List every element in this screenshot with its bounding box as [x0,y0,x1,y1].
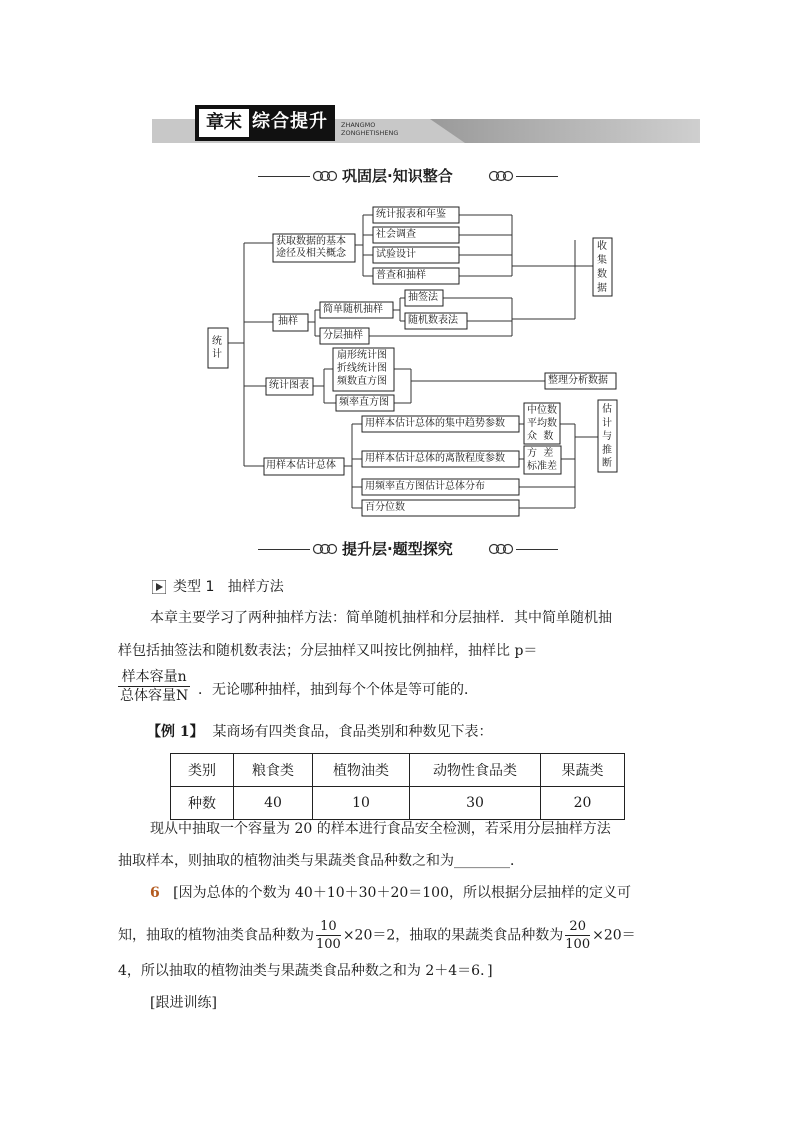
table-cell: 40 [234,787,313,820]
diagram-param: 标准差 [527,461,557,472]
diagram-item: 抽签法 [408,292,438,303]
diagram-item: 用样本估计总体的集中趋势参数 [365,418,505,429]
divider-left [258,549,310,550]
table-row [171,787,625,820]
table-cell: 种数 [171,787,234,820]
question-line-1: 现从中抽取一个容量为 20 的样本进行食品安全检测，若采用分层抽样方法 [150,821,611,837]
diagram-item: 试验设计 [376,249,416,260]
diagram-item: 统计报表和年鉴 [376,209,446,220]
table-cell: 10 [313,787,410,820]
diagram-root: 统计 [212,336,222,360]
diagram-item: 折线统计图 [337,363,387,374]
diagram-branch-acquire: 获取数据的基本途径及相关概念 [276,236,346,259]
header-subtitle: ZHANGMO ZONGHETISHENG [341,121,399,137]
table-cell: 30 [410,787,541,820]
example-prompt: 【例 1】 某商场有四类食品，食品类别和种数见下表： [147,724,493,740]
intro-line-3: ．无论哪种抽样，抽到每个个体是等可能的． [198,682,478,698]
divider-right [516,549,558,550]
answer-fraction-2: $\frac{20}{100}$ [565,919,591,952]
diagram-item: 百分位数 [365,502,405,513]
follow-up-label: [跟进训练] [150,995,217,1011]
diagram-branch-sampling: 抽样 [278,316,298,327]
diagram-param: 众 数 [527,431,554,442]
ornament-icon [486,541,516,557]
diagram-param: 中位数 [527,405,557,416]
diagram-collect: 收集数据 [597,241,607,294]
intro-line-2: 样包括抽签法和随机数表法；分层抽样又叫按比例抽样，抽样比 p＝ [118,643,538,659]
diagram-branch-estimate: 用样本估计总体 [266,460,336,471]
table-cell: 类别 [171,754,234,787]
answer-value: 6 [150,885,160,901]
table-cell: 粮食类 [234,754,313,787]
table-cell: 植物油类 [313,754,410,787]
table-cell: 动物性食品类 [410,754,541,787]
diagram-branch-charts: 统计图表 [269,380,309,391]
section-title-explore: 提升层·题型探究 [342,540,453,558]
answer-fraction-1: $\frac{10}{100}$ [316,919,341,952]
table-cell: 果蔬类 [541,754,625,787]
answer-line-3: 4，所以抽取的植物油类与果蔬类食品种数之和为 2＋4＝6．] [118,963,493,979]
ornament-icon [310,541,340,557]
example-tag: 【例 1】 [147,724,204,740]
food-table [170,753,625,820]
diagram-item: 用频率直方图估计总体分布 [365,481,485,492]
header-title-b: 综合提升 [252,111,328,132]
question-line-2: 抽取样本，则抽取的植物油类与果蔬类食品种数之和为________． [118,853,524,869]
table-row [171,754,625,787]
play-icon [152,580,166,594]
intro-fraction: 样本容量n 总体容量N [120,669,189,704]
diagram-organize: 整理分析数据 [548,375,608,386]
diagram-infer: 估计与推断 [602,404,612,469]
diagram-param: 平均数 [527,418,557,429]
answer-line-2: 知，抽取的植物油类食品种数为 $\frac{10}{100}$ ×20＝2，抽取的果蔬类食品种数为 $\frac{20}{100}$ ×20＝ [118,919,636,952]
diagram-item: 社会调查 [376,229,416,240]
diagram-item: 简单随机抽样 [323,304,383,315]
section-title-consolidate: 巩固层·知识整合 [342,167,453,185]
type-heading: 类型 1 抽样方法 [173,579,284,595]
diagram-item: 随机数表法 [408,315,458,326]
diagram-item: 扇形统计图 [337,350,387,361]
diagram-item: 频率直方图 [339,397,389,408]
diagram-param: 方 差 [527,448,554,459]
diagram-item: 普查和抽样 [376,270,426,281]
table-cell: 20 [541,787,625,820]
diagram-item: 用样本估计总体的离散程度参数 [365,453,505,464]
answer-line-1: 6 [因为总体的个数为 40＋10＋30＋20＝100，所以根据分层抽样的定义可 [150,885,631,901]
intro-line-1: 本章主要学习了两种抽样方法：简单随机抽样和分层抽样．其中简单随机抽 [150,610,612,626]
header-title-a: 章末 [199,109,249,137]
diagram-item: 分层抽样 [323,330,363,341]
diagram-item: 频数直方图 [337,376,387,387]
